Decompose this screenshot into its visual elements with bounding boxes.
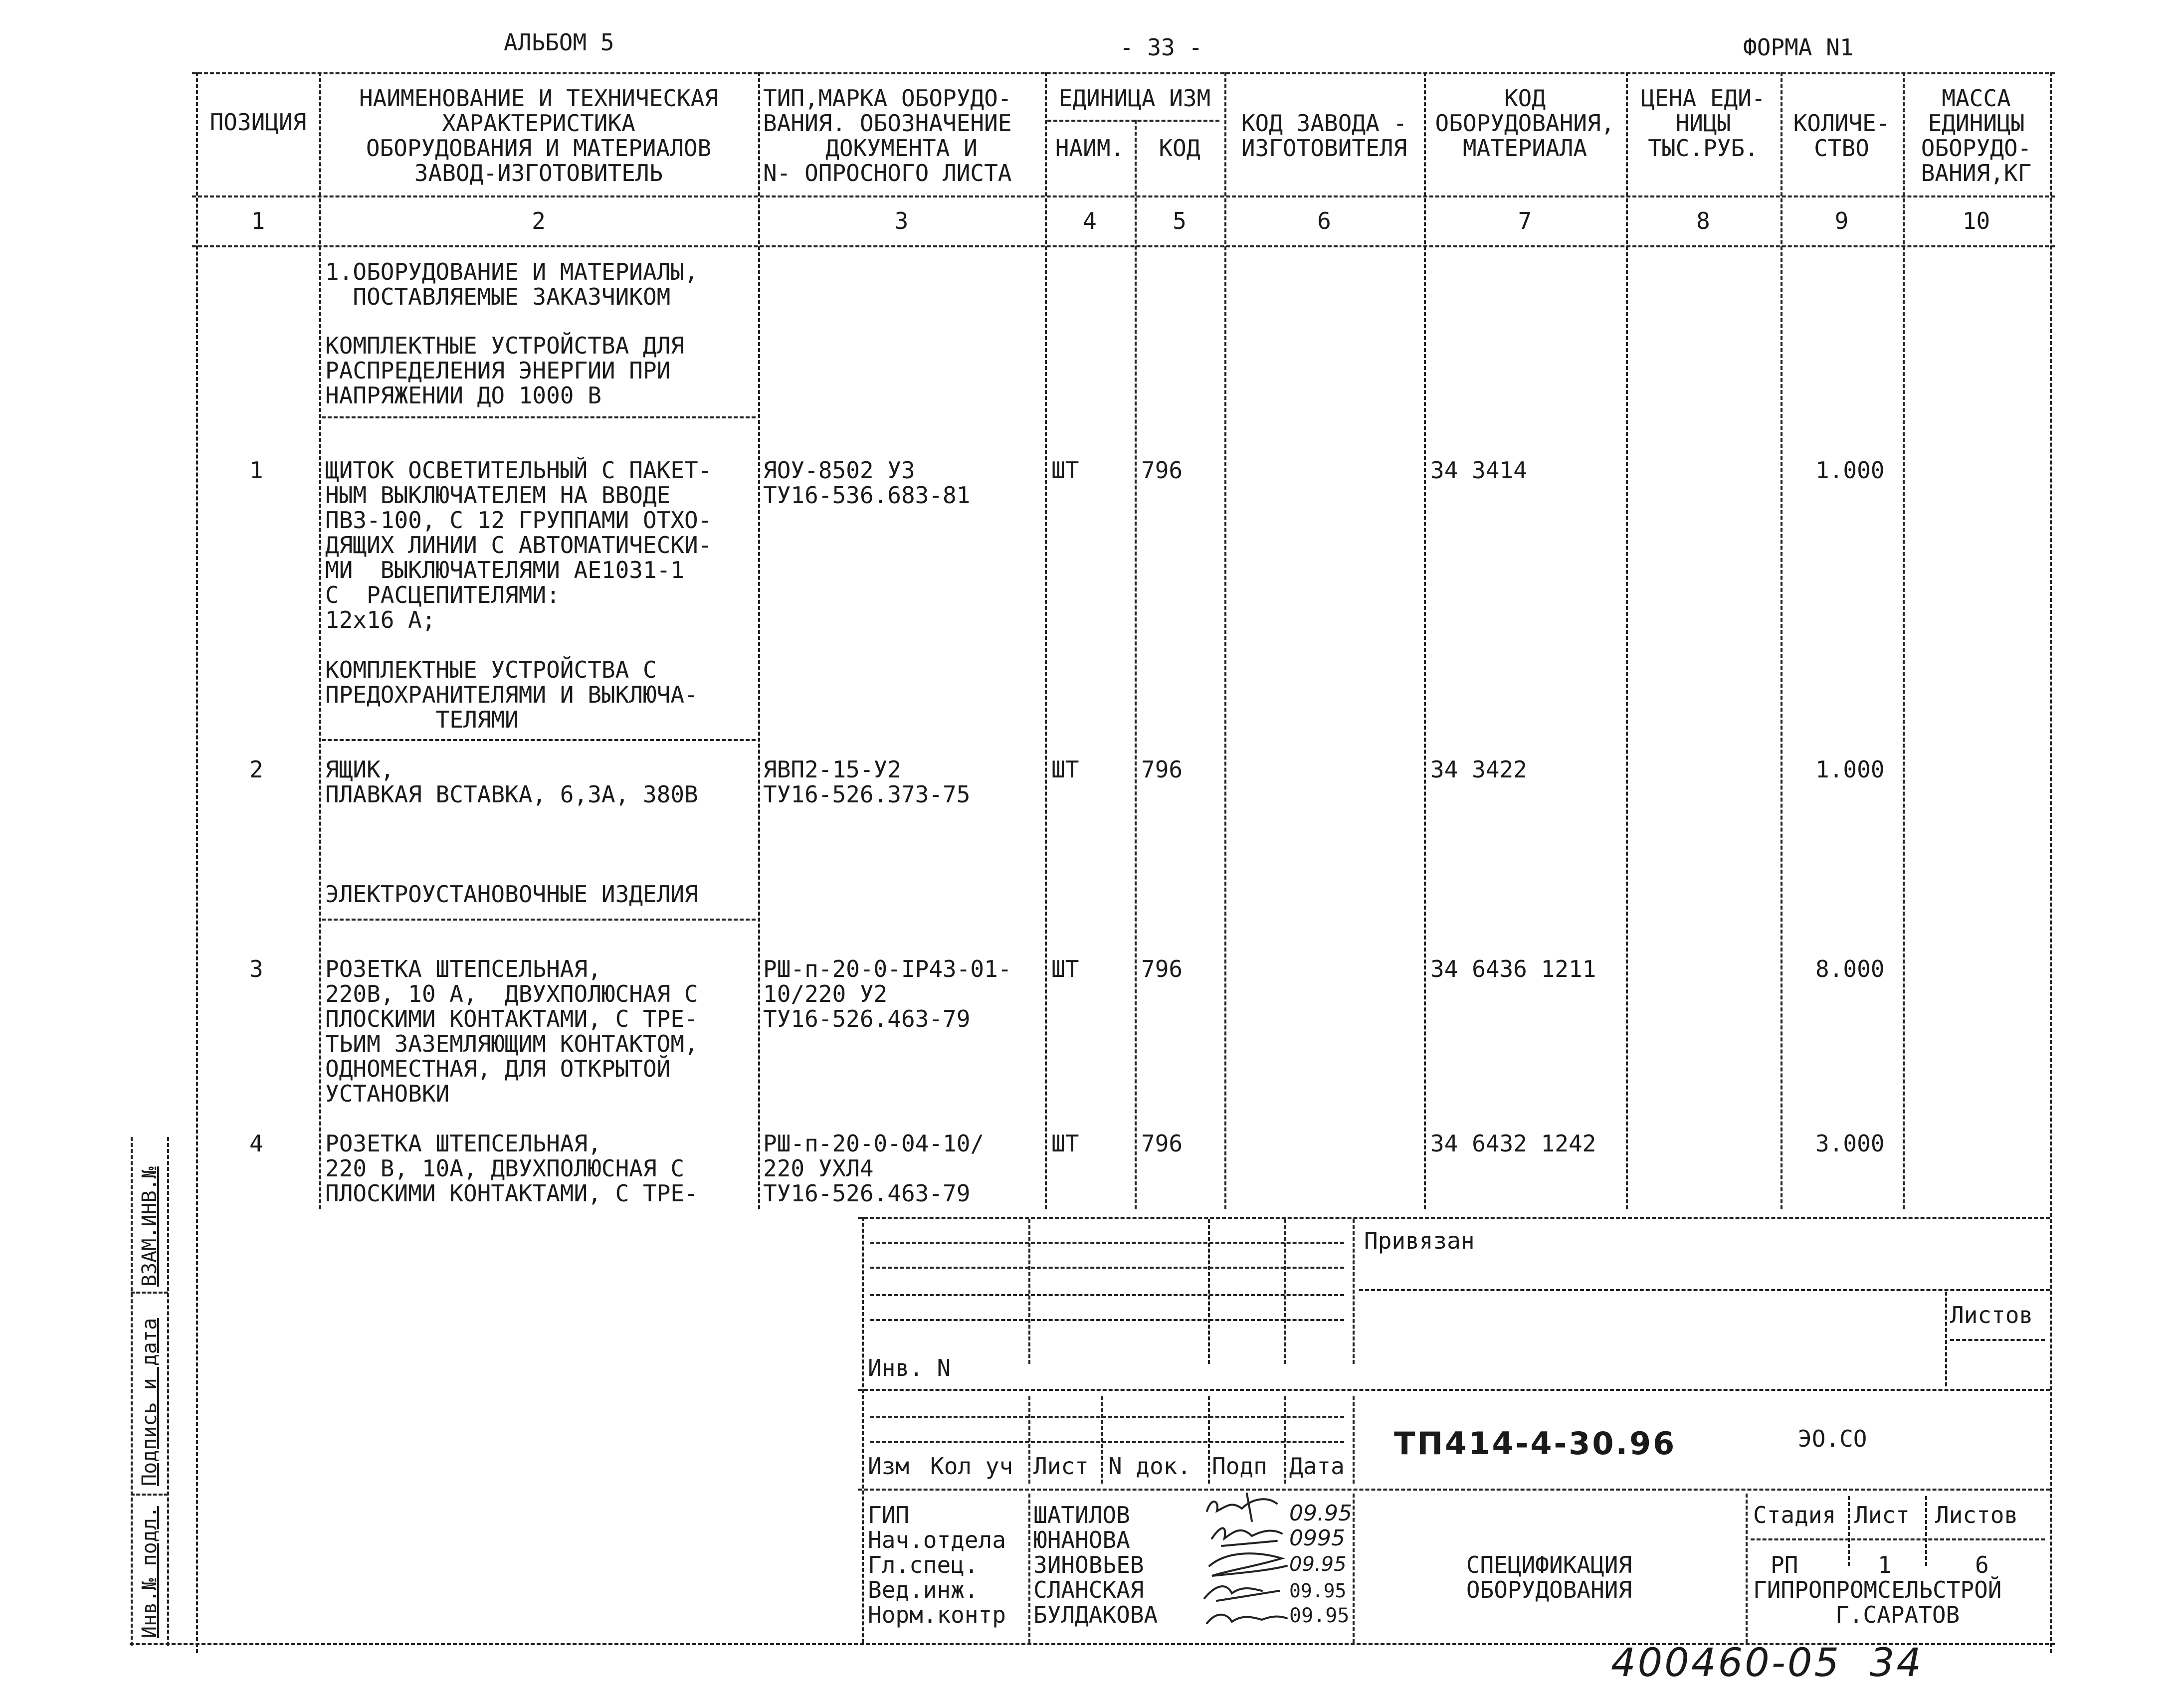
row-type: ЯВП2-15-У2 (763, 756, 901, 783)
header-name-4: ЗАВОД-ИЗГОТОВИТЕЛЬ (414, 160, 663, 187)
stamp-col (1284, 1396, 1286, 1484)
row-type: ТУ16-526.373-75 (763, 781, 971, 808)
signatures-image (1197, 1491, 1292, 1631)
colnum-5: 5 (1173, 207, 1187, 234)
header-price-1: ЦЕНА ЕДИ- (1641, 85, 1766, 112)
side-label-podpis-data: Подпись и дата (138, 1318, 161, 1486)
staff-role: Вед.инж. (868, 1576, 979, 1603)
row-position: 3 (249, 955, 263, 982)
staff-role: Гл.спец. (868, 1551, 979, 1578)
header-mass-2: ЕДИНИЦЫ (1928, 110, 2025, 137)
header-mass-1: МАССА (1942, 85, 2011, 112)
col-border-7 (1626, 72, 1628, 1209)
row-position: 2 (249, 756, 263, 783)
sheet-header: Лист (1854, 1502, 1910, 1528)
stamp-col-podp: Подп (1212, 1453, 1267, 1480)
inv-number-label: Инв. N (868, 1354, 951, 1381)
header-name-2: ХАРАКТЕРИСТИКА (442, 110, 635, 137)
colnum-8: 8 (1696, 207, 1710, 234)
row-unit-code: 796 (1141, 756, 1183, 783)
section-heading: ПОСТАВЛЯЕМЫЕ ЗАКАЗЧИКОМ (325, 283, 671, 310)
row-equipment-code: 34 6436 1211 (1430, 955, 1596, 982)
archive-number: 400460-05 34 (1611, 1641, 1923, 1686)
header-equipment-code-1: КОД (1504, 85, 1546, 112)
row-quantity: 8.000 (1815, 955, 1885, 982)
header-type-4: N- ОПРОСНОГО ЛИСТА (763, 160, 1012, 187)
section-heading: КОМПЛЕКТНЫЕ УСТРОЙСТВА ДЛЯ (325, 332, 685, 359)
row-name: ПЛАВКАЯ ВСТАВКА, 6,3А, 380В (325, 781, 698, 808)
staff-name: ЮНАНОВА (1033, 1526, 1130, 1553)
col-border-8 (1781, 72, 1783, 1209)
row-position: 1 (249, 457, 263, 484)
stamp-col (1353, 1396, 1355, 1484)
section-heading: ТЕЛЯМИ (325, 706, 519, 733)
row-type: РШ-п-20-0-IР43-01- (763, 955, 1012, 982)
row-name: 12х16 А; (325, 606, 436, 633)
row-unit-code: 796 (1141, 1130, 1183, 1157)
row-type: ТУ16-526.463-79 (763, 1005, 971, 1032)
side-label-vzam-inv: ВЗАМ.ИНВ.№ (138, 1166, 161, 1287)
privyazan-label: Привязан (1364, 1227, 1475, 1254)
sheets-header: Листов (1935, 1502, 2018, 1528)
row-name: РОЗЕТКА ШТЕПСЕЛЬНАЯ, (325, 1130, 601, 1157)
organization-name: ГИПРОПРОМСЕЛЬСТРОЙ (1753, 1576, 2002, 1603)
section-underline (322, 919, 756, 921)
row-type: ТУ16-526.463-79 (763, 1180, 971, 1207)
header-factory-code-1: КОД ЗАВОДА - (1241, 110, 1407, 137)
row-name: ТЬИМ ЗАЗЕМЛЯЮЩИМ КОНТАКТОМ, (325, 1030, 698, 1057)
section-heading: ЭЛЕКТРОУСТАНОВОЧНЫЕ ИЗДЕЛИЯ (325, 881, 698, 908)
colnum-4: 4 (1083, 207, 1097, 234)
header-bottom-border (192, 195, 2055, 197)
album-label: АЛЬБОМ 5 (504, 29, 614, 56)
row-name: ОДНОМЕСТНАЯ, ДЛЯ ОТКРЫТОЙ (325, 1055, 671, 1082)
header-price-3: ТЫС.РУБ. (1648, 135, 1759, 162)
col-border-3 (1045, 72, 1047, 1209)
project-designation: ТП414-4-30.96 (1394, 1425, 1677, 1462)
row-type: ТУ16-536.683-81 (763, 482, 971, 509)
stamp-col-kol-uch: Кол уч (930, 1453, 1013, 1480)
stamp-line (858, 1389, 2050, 1391)
staff-date: 09.95 (1289, 1501, 1352, 1526)
organization-city: Г.САРАТОВ (1835, 1601, 1960, 1628)
stamp-line (1950, 1339, 2045, 1341)
row-name: ЩИТОК ОСВЕТИТЕЛЬНЫЙ С ПАКЕТ- (325, 457, 712, 484)
row-unit: ШТ (1051, 457, 1079, 484)
colnum-1: 1 (251, 207, 265, 234)
staff-date: 09.95 (1289, 1604, 1350, 1627)
side-frame-mid (167, 1137, 169, 1646)
header-quantity-2: СТВО (1814, 135, 1869, 162)
stage-header: Стадия (1753, 1502, 1836, 1528)
stamp-row-line (870, 1319, 1344, 1321)
header-type-3: ДОКУМЕНТА И (825, 135, 978, 162)
col-border-1 (319, 72, 321, 1209)
stamp-col-izm: Изм (868, 1453, 910, 1480)
row-name: ПЛОСКИМИ КОНТАКТАМИ, С ТРЕ- (325, 1180, 698, 1207)
row-unit-code: 796 (1141, 955, 1183, 982)
row-name: ПЛОСКИМИ КОНТАКТАМИ, С ТРЕ- (325, 1005, 698, 1032)
header-factory-code-2: ИЗГОТОВИТЕЛЯ (1241, 135, 1407, 162)
staff-role: ГИП (868, 1502, 910, 1528)
row-name: С РАСЦЕПИТЕЛЯМИ: (325, 581, 560, 608)
row-name: 220В, 10 А, ДВУХПОЛЮСНАЯ С (325, 980, 698, 1007)
row-unit: ШТ (1051, 756, 1079, 783)
stamp-col (1028, 1396, 1030, 1484)
staff-date: 09.95 (1289, 1580, 1347, 1602)
stamp-col (1028, 1219, 1030, 1364)
form-label: ФОРМА N1 (1743, 34, 1854, 61)
staff-date: 09.95 (1289, 1553, 1347, 1576)
col-border-left (196, 72, 198, 1653)
header-type-2: ВАНИЯ. ОБОЗНАЧЕНИЕ (763, 110, 1012, 137)
row-unit: ШТ (1051, 955, 1079, 982)
section-heading: НАПРЯЖЕНИИ ДО 1000 В (325, 382, 601, 409)
row-equipment-code: 34 3414 (1430, 457, 1527, 484)
row-name: 220 В, 10А, ДВУХПОЛЮСНАЯ С (325, 1155, 685, 1182)
colnum-2: 2 (532, 207, 546, 234)
stage-value: РП (1771, 1551, 1798, 1578)
header-name-3: ОБОРУДОВАНИЯ И МАТЕРИАЛОВ (366, 135, 712, 162)
row-name: ДЯЩИХ ЛИНИИ С АВТОМАТИЧЕСКИ- (325, 532, 712, 559)
header-equipment-code-2: ОБОРУДОВАНИЯ, (1435, 110, 1615, 137)
stamp-col (1848, 1496, 1850, 1566)
row-unit: ШТ (1051, 1130, 1079, 1157)
row-quantity: 1.000 (1815, 457, 1885, 484)
staff-date: 0995 (1289, 1525, 1345, 1551)
header-mass-4: ВАНИЯ,КГ (1921, 160, 2032, 187)
stamp-row-line (870, 1294, 1344, 1296)
colnum-6: 6 (1317, 207, 1331, 234)
colnum-10: 10 (1962, 207, 1990, 234)
staff-name: СЛАНСКАЯ (1033, 1576, 1144, 1603)
stamp-row-line (870, 1416, 1344, 1418)
document-code: ЭО.СО (1798, 1425, 1867, 1452)
stamp-col (1208, 1219, 1210, 1364)
row-quantity: 3.000 (1815, 1130, 1885, 1157)
stamp-row-line (870, 1441, 1344, 1443)
stamp-col-list: Лист (1033, 1453, 1089, 1480)
col-border-9 (1903, 72, 1905, 1209)
section-underline (322, 739, 756, 741)
col-border-6 (1424, 72, 1426, 1209)
header-position: ПОЗИЦИЯ (209, 109, 307, 136)
header-unit-group: ЕДИНИЦА ИЗМ (1058, 85, 1211, 112)
header-unit-code: КОД (1159, 135, 1200, 162)
col-border-5 (1224, 72, 1226, 1209)
row-type: 10/220 У2 (763, 980, 888, 1007)
stamp-col (1746, 1494, 1748, 1643)
row-name: МИ ВЫКЛЮЧАТЕЛЯМИ АЕ1031-1 (325, 557, 685, 583)
header-unit-name: НАИМ. (1055, 135, 1125, 162)
table-top-border (192, 72, 2055, 74)
listov-top-label: Листов (1950, 1302, 2033, 1328)
section-heading: ПРЕДОХРАНИТЕЛЯМИ И ВЫКЛЮЧА- (325, 681, 698, 708)
stamp-col (1028, 1494, 1030, 1643)
colnum-9: 9 (1834, 207, 1849, 234)
stamp-col (1101, 1396, 1103, 1484)
stamp-line (858, 1489, 2050, 1491)
section-heading: РАСПРЕДЕЛЕНИЯ ЭНЕРГИИ ПРИ (325, 357, 671, 384)
side-frame-line (131, 1292, 168, 1294)
sheet-value: 1 (1878, 1551, 1892, 1578)
sheets-value: 6 (1975, 1551, 1989, 1578)
col-border-right (2050, 72, 2052, 1653)
row-type: ЯОУ-8502 УЗ (763, 457, 915, 484)
header-mass-3: ОБОРУДО- (1921, 135, 2032, 162)
row-type: 220 УХЛ4 (763, 1155, 874, 1182)
section-heading: КОМПЛЕКТНЫЕ УСТРОЙСТВА С (325, 656, 657, 683)
document-title-2: ОБОРУДОВАНИЯ (1466, 1576, 1632, 1603)
side-frame-left (131, 1137, 133, 1646)
row-name: НЫМ ВЫКЛЮЧАТЕЛЕМ НА ВВОДЕ (325, 482, 671, 509)
unit-group-divider (1047, 120, 1219, 122)
row-position: 4 (249, 1130, 263, 1157)
row-type: РШ-п-20-0-04-10/ (763, 1130, 985, 1157)
stamp-col (1925, 1496, 1927, 1566)
section-underline (322, 416, 756, 418)
stamp-line (1359, 1289, 2050, 1291)
page-number: - 33 - (1120, 34, 1203, 61)
row-equipment-code: 34 6432 1242 (1430, 1130, 1596, 1157)
staff-name: ЗИНОВЬЕВ (1033, 1551, 1144, 1578)
side-label-inv-podl: Инв.№ подл. (138, 1506, 161, 1638)
document-title-1: СПЕЦИФИКАЦИЯ (1466, 1551, 1632, 1578)
side-frame-line (131, 1494, 168, 1496)
row-name: ЯЩИК, (325, 756, 395, 783)
header-name-1: НАИМЕНОВАНИЕ И ТЕХНИЧЕСКАЯ (359, 85, 719, 112)
stamp-col-n-dok: N док. (1108, 1453, 1191, 1480)
stamp-line (1751, 1538, 2045, 1540)
header-equipment-code-3: МАТЕРИАЛА (1462, 135, 1587, 162)
stamp-col (1284, 1219, 1286, 1364)
staff-role: Норм.контр (868, 1601, 1006, 1628)
col-border-4 (1135, 120, 1137, 1209)
row-unit-code: 796 (1141, 457, 1183, 484)
staff-role: Нач.отдела (868, 1526, 1006, 1553)
stamp-col-data: Дата (1289, 1453, 1345, 1480)
header-quantity-1: КОЛИЧЕ- (1793, 110, 1890, 137)
stamp-col (1208, 1396, 1210, 1484)
row-name: ПВЗ-100, С 12 ГРУППАМИ ОТХО- (325, 507, 712, 534)
staff-name: БУЛДАКОВА (1033, 1601, 1158, 1628)
stamp-col (1353, 1219, 1355, 1364)
section-heading: 1.ОБОРУДОВАНИЕ И МАТЕРИАЛЫ, (325, 258, 698, 285)
stamp-row-line (870, 1267, 1344, 1269)
colnum-7: 7 (1518, 207, 1532, 234)
row-name: УСТАНОВКИ (325, 1080, 450, 1107)
stamp-col (1945, 1292, 1947, 1386)
row-quantity: 1.000 (1815, 756, 1885, 783)
header-price-2: НИЦЫ (1675, 110, 1731, 137)
colnum-3: 3 (894, 207, 909, 234)
row-name: РОЗЕТКА ШТЕПСЕЛЬНАЯ, (325, 955, 601, 982)
staff-name: ШАТИЛОВ (1033, 1502, 1130, 1528)
stamp-left-border (862, 1217, 864, 1643)
stamp-top-border (858, 1217, 2050, 1219)
stamp-row-line (870, 1242, 1344, 1244)
col-border-2 (758, 72, 760, 1209)
numbers-bottom-border (192, 245, 2055, 247)
header-type-1: ТИП,МАРКА ОБОРУДО- (763, 85, 1012, 112)
row-equipment-code: 34 3422 (1430, 756, 1527, 783)
